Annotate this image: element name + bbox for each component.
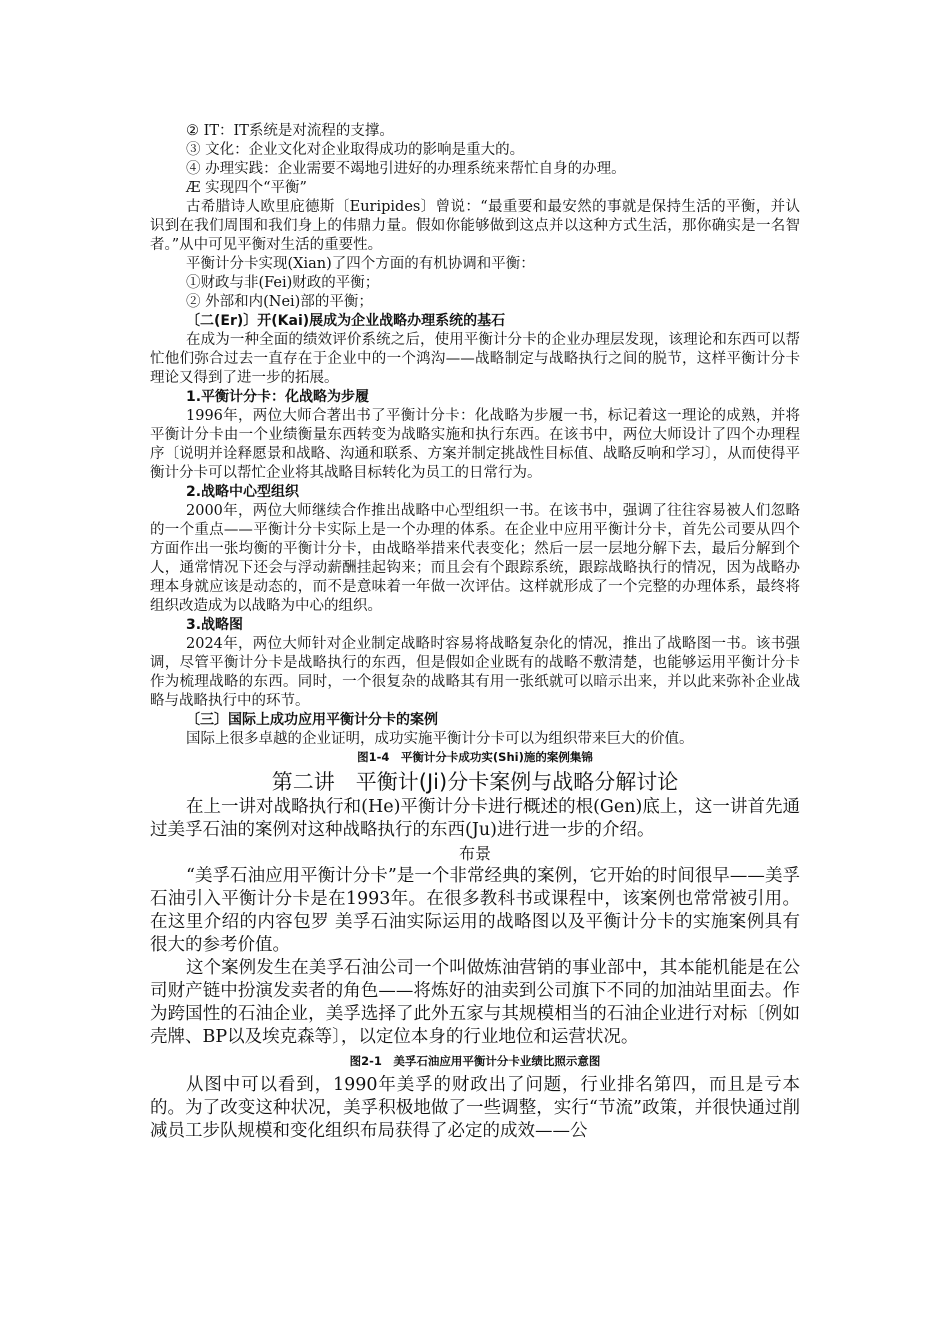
subheading-2: 2.战略中心型组织 (186, 484, 300, 500)
paragraph-sub2: 2000年，两位大师继续合作推出战略中心型组织一书。在该书中，强调了往往容易被人们忽略的一个重点——平衡计分卡实际上是一个办理的体系。在企业中应用平衡计分卡，首先公司要从四个方面作出一张均衡的平衡计分卡，由战略举措来代表变化；然后一层一层地分解下去，最后分解到个人，通常情况下还会与浮动薪酬挂起钩来；而且会有个跟踪系统，跟踪战略执行的情况，因为战略办理本身就应该是动态的，而不是意味着一年做一次评估。这样就形成了一个完整的办理体系，最终将组织改造成为以战略为中心的组织。 (150, 503, 800, 614)
section-heading-three: 〔三〕国际上成功应用平衡计分卡的案例 (186, 712, 438, 728)
figure-caption-1-4: 图1-4 平衡计分卡成功实(Shi)施的案例集锦 (357, 750, 593, 764)
list-item-it: ② IT：IT系统是对流程的支撑。 (186, 123, 394, 139)
paragraph-background-1: “美孚石油应用平衡计分卡”是一个非常经典的案例，它开始的时间很早——美孚石油引入平衡计分卡是在1993年。在很多教科书或课程中，该案例也常常被引用。在这里介绍的内容包罗 美孚石油实际运用的战略图以及平衡计分卡的实施案例具有很大的参考价值。 (150, 866, 800, 955)
paragraph-intro: 在上一讲对战略执行和(He)平衡计分卡进行概述的根(Gen)底上，这一讲首先通过美孚石油的案例对这种战略执行的东西(Ju)进行进一步的介绍。 (150, 797, 800, 840)
subheading-1: 1.平衡计分卡：化战略为步履 (186, 389, 370, 405)
lecture-title: 第二讲 平衡计(Ji)分卡案例与战略分解讨论 (271, 770, 679, 794)
paragraph-sub1: 1996年，两位大师合著出书了平衡计分卡：化战略为步履一书，标记着这一理论的成熟，并将平衡计分卡由一个业绩衡量东西转变为战略实施和执行东西。在该书中，两位大师设计了四个办理程序〔说明并诠释愿景和战略、沟通和联系、方案并制定挑战性目标值、战略反响和学习〕，从而使得平衡计分卡可以帮忙企业将其战略目标转化为员工的日常行为。 (150, 408, 800, 481)
list-item-culture: ③ 文化：企业文化对企业取得成功的影响是重大的。 (186, 142, 525, 158)
paragraph-sub3: 2024年，两位大师针对企业制定战略时容易将战略复杂化的情况，推出了战略图一书。该书强调，尽管平衡计分卡是战略执行的东西，但是假如企业既有的战略不敷清楚，也能够运用平衡计分卡作为梳理战略的东西。同时，一个很复杂的战略其有用一张纸就可以暗示出来，并以此来弥补企业战略与战略执行中的环节。 (150, 636, 800, 709)
list-item-practice: ④ 办理实践：企业需要不竭地引进好的办理系统来帮忙自身的办理。 (186, 161, 626, 177)
paragraph-background-3: 从图中可以看到，1990年美孚的财政出了问题，行业排名第四，而且是亏本的。为了改变这种状况，美孚积极地做了一些调整，实行“节流”政策，并很快通过削减员工步队规模和变化组织布局获得了必定的成效——公 (150, 1075, 800, 1141)
balance-item-internal: ② 外部和内(Nei)部的平衡； (186, 294, 373, 310)
section-heading-two: 〔二(Er)〕开(Kai)展成为企业战略办理系统的基石 (186, 313, 506, 329)
paragraph-two: 在成为一种全面的绩效评价系统之后，使用平衡计分卡的企业办理层发现，该理论和东西可以帮忙他们弥合过去一直存在于企业中的一个鸿沟——战略制定与战略执行之间的脱节，这样平衡计分卡理论又得到了进一步的拓展。 (150, 332, 800, 386)
paragraph-three: 国际上很多卓越的企业证明，成功实施平衡计分卡可以为组织带来巨大的价值。 (186, 731, 694, 747)
paragraph-quote: 古希腊诗人欧里庇德斯〔Euripides〕曾说：“最重要和最安然的事就是保持生活的平衡，并认识到在我们周围和我们身上的伟鼎力量。假如你能够做到这点并以这种方式生活，那你确实是一名智者。”从中可见平衡对生活的重要性。 (150, 199, 800, 253)
list-item-balance-heading: Æ 实现四个“平衡” (186, 180, 307, 196)
figure-caption-2-1: 图2-1 美孚石油应用平衡计分卡业绩比照示意图 (349, 1054, 601, 1068)
section-background: 布景 (458, 844, 491, 863)
paragraph-balance: 平衡计分卡实现(Xian)了四个方面的有机协调和平衡： (186, 256, 535, 272)
subheading-3: 3.战略图 (186, 617, 244, 633)
balance-item-financial: ①财政与非(Fei)财政的平衡； (186, 275, 380, 291)
paragraph-background-2: 这个案例发生在美孚石油公司一个叫做炼油营销的事业部中，其本能机能是在公司财产链中扮演发卖者的角色——将炼好的油卖到公司旗下不同的加油站里面去。作为跨国性的石油企业，美孚选择了此外五家与其规模相当的石油企业进行对标〔例如壳牌、BP以及埃克森等〕，以定位本身的行业地位和运营状况。 (150, 958, 800, 1047)
